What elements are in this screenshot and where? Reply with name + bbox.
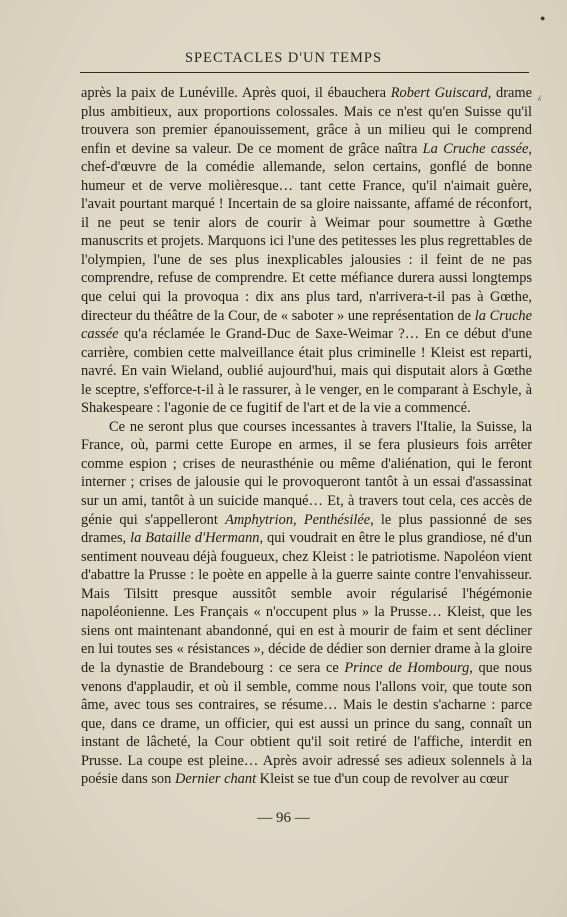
paragraph (81, 418, 532, 789)
italic-title-text: Amphytrion (225, 511, 294, 528)
text-run: Kleist se tue d'un coup de revolver au cœur (256, 771, 509, 788)
text-run: , qui voudrait en être le plus grandiose, né d'un sentiment nouveau déjà fougueux, chez Kleist : le patriotisme. Napoléon vient d'abattre la Prusse : le poète en appelle à la guerre sainte contre l'envahisseur. Mais Tilsitt presque aussitôt semble avoir régularisé l'hégémonie napoléonienne. Les Français « n'occupent plus » la Prusse… Kleist, que les siens ont maintenant abandonné, qui en est à mourir de faim et sent décliner en lui toutes ses « résistances », décide de dédier son dernier drame à la gloire de la dynastie de Brandebourg : ce sera ce (81, 530, 532, 676)
text-run: , que nous venons d'applaudir, et où il semble, comme nous l'allons voir, que toute son âme, avec tous ses contraires, se résume… Mais le destin s'acharne : parce que, dans ce drame, un officier, qui est aussi un prince du sang, connaît un instant de lâcheté, la Cour obtient qu'il soit retiré de l'affiche, interdit en Prusse. La coupe est pleine… Après avoir adressé ses adieux solennels à la poésie dans son (81, 659, 532, 788)
italic-title-text: Prince de Hombourg (344, 659, 470, 676)
text-run: après la paix de Lunéville. Après quoi, il ébauchera (81, 85, 391, 101)
ink-spot-mark: ● (540, 13, 546, 23)
paragraph (81, 84, 532, 418)
page-number: — 96 — (257, 810, 310, 826)
text-run: Ce ne seront plus que courses incessantes à travers l'Italie, la Suisse, la France, où, parmi cette Europe en armes, il se fera plusieurs fois arrêter comme espion ; crises de neurasthénie ou même d'aliénation, qui le feront interner ; crises de jalousie qui le provoqueront tantôt à un essai d'assassinat sur un ami, tantôt à un suicide manqué… Et, à travers tout cela, ces accès de génie qui s'appelleront (81, 418, 532, 528)
header-rule (80, 72, 529, 73)
running-header: SPECTACLES D'UN TEMPS (184, 50, 383, 66)
text-run: , (293, 511, 304, 528)
margin-caret-mark: ⁁ (538, 89, 541, 101)
text-run: , chef-d'œuvre de la comédie allemande, selon certains, gonflé de bonne humeur et de verve molièresque… tant cette France, qu'il n'aimait guère, l'avait pourtant marqué ! Incertain de sa gloire naissante, affamé de réconfort, il ne peut se tenir alors de courir à Weimar pour soumettre à Gœthe manuscrits et projets. Marquons ici l'une des petitesses les plus regrettables de l'olympien, l'une de ses plus inexplicables jalousies : il feint de ne pas comprendre, refuse de comprendre. Et cette méfiance durera aussi longtemps que celui qui la provoqua : dix ans plus tard, n'arrivera-t-il pas à Gœthe, directeur du théâtre de la Cour, de « saboter » une représentation de (81, 140, 532, 324)
italic-title-text: Robert Guiscard (390, 85, 488, 101)
text-run: , drame plus ambitieux, aux proportions colossales. Mais ce n'est qu'en Suisse qu'il trouvera son premier épanouissement, grâce à un milieu qui le comprend enfin et devine sa valeur. De ce moment de grâce naîtra (81, 85, 533, 157)
italic-title-text: la Cruche cassée (81, 307, 533, 343)
italic-title-text: la Bataille d'Hermann (130, 530, 260, 547)
text-run: , le plus passionné de ses drames, (81, 511, 532, 547)
italic-title-text: La Cruche cassée (422, 140, 529, 157)
italic-title-text: Dernier chant (174, 771, 257, 788)
page-body-text (81, 84, 532, 789)
italic-title-text: Penthésilée (303, 511, 371, 528)
text-run: qu'a réclamée le Grand-Duc de Saxe-Weimar ?… En ce début d'une carrière, combien cette malveillance était plus criminelle ! Kleist est reparti, navré. En vain Wieland, oublié aujourd'hui, mais qui disputait alors à Gœthe le sceptre, s'efforce-t-il à le rassurer, à le venger, en le comparant à Eschyle, à Shakespeare : l'agonie de ce fugitif de l'art et de la vie a commencé. (81, 326, 532, 417)
